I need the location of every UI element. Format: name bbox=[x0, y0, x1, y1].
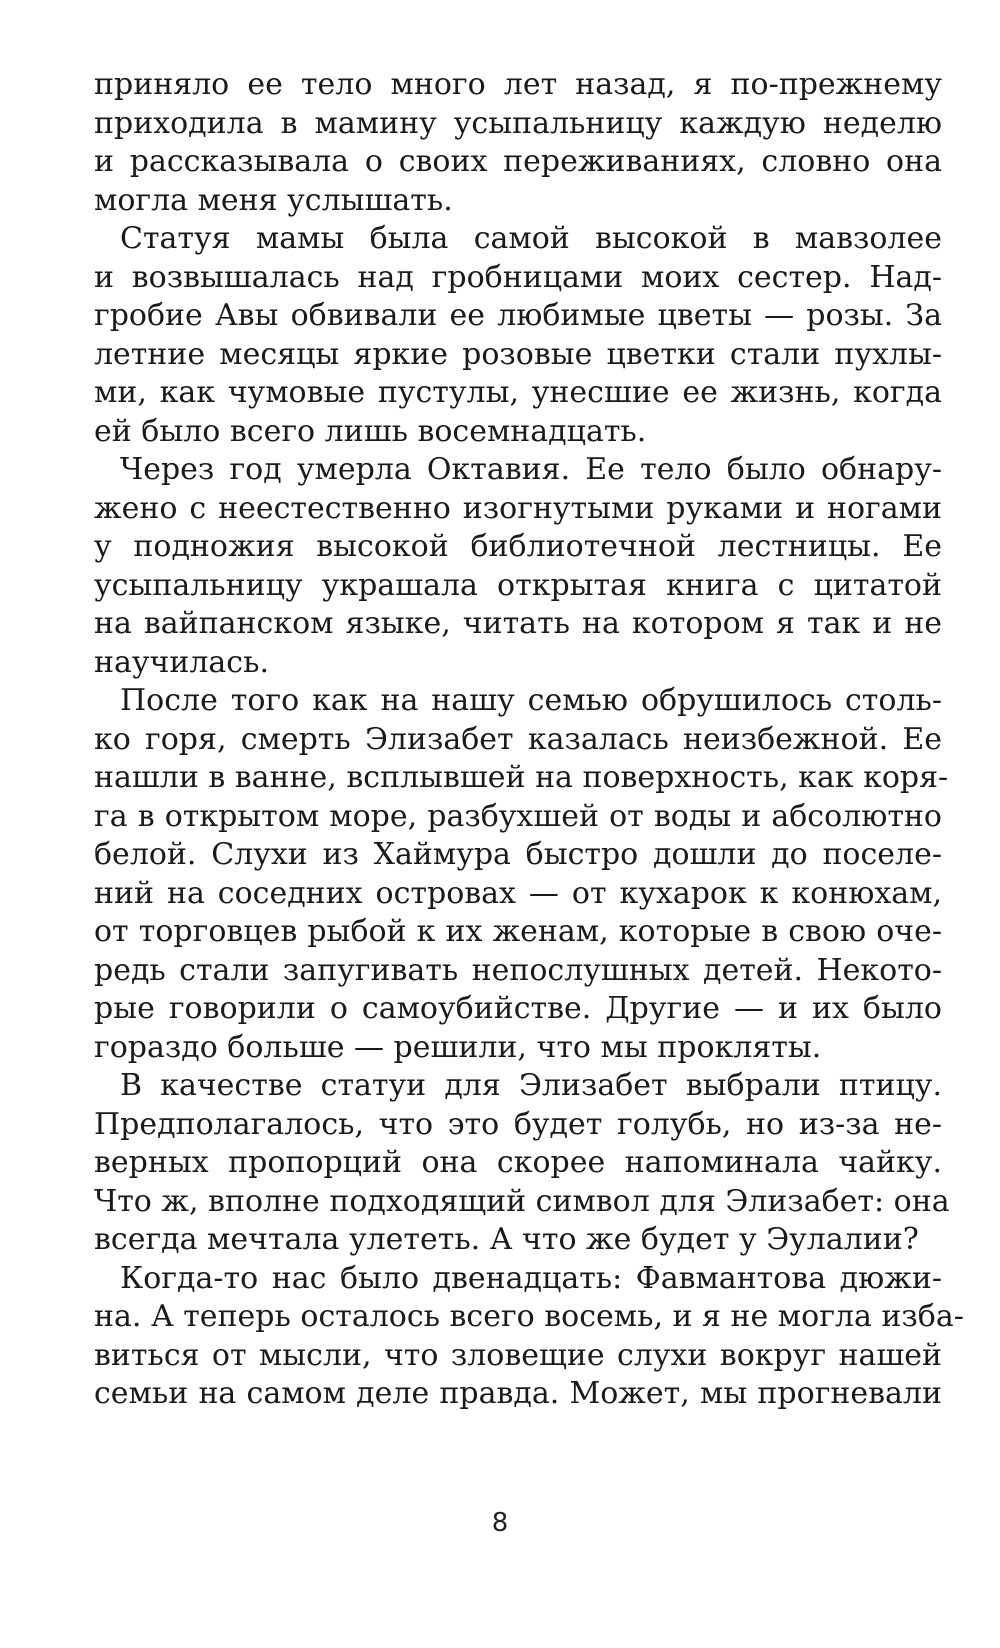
text-line: и возвышалась над гробницами моих сестер. Над- bbox=[94, 259, 942, 295]
text-line: Предполагалось, что это будет голубь, но из-за не- bbox=[94, 1106, 942, 1142]
text-line: могла меня услышать. bbox=[94, 182, 453, 218]
text-line: виться от мысли, что зловещие слухи вокруг нашей bbox=[94, 1337, 942, 1373]
text-line: летние месяцы яркие розовые цветки стали пухлы- bbox=[94, 336, 942, 372]
text-line: приходила в мамину усыпальницу каждую неделю bbox=[94, 105, 942, 141]
text-line: ми, как чумовые пустулы, унесшие ее жизнь, когда bbox=[94, 375, 942, 410]
text-line: всегда мечтала улететь. А что же будет у Эулалии? bbox=[94, 1222, 919, 1257]
text-line: гробие Авы обвивали ее любимые цветы — розы. За bbox=[94, 298, 942, 333]
text-line: на вайпанском языке, читать на котором я так и не bbox=[94, 606, 942, 641]
text-line: редь стали запугивать непослушных детей. Некото- bbox=[94, 952, 942, 988]
text-line: ний на соседних островах — от кухарок к конюхам, bbox=[94, 875, 942, 911]
text-line: усыпальницу украшала открытая книга с цитатой bbox=[94, 567, 942, 603]
text-line: от торговцев рыбой к их женам, которые в свою оче- bbox=[94, 914, 942, 949]
text-line: гораздо больше — решили, что мы прокляты. bbox=[94, 1029, 822, 1065]
text-line: га в открытом море, разбухшей от воды и абсолютно bbox=[94, 798, 942, 834]
body-text bbox=[94, 66, 964, 1414]
paragraph bbox=[94, 1260, 964, 1414]
paragraph bbox=[94, 451, 942, 682]
text-line: Статуя мамы была самой высокой в мавзолее bbox=[120, 221, 942, 256]
text-line: белой. Слухи из Хаймура быстро дошли до поселе- bbox=[94, 837, 942, 872]
text-line: семьи на самом деле правда. Может, мы прогневали bbox=[94, 1376, 942, 1411]
paragraph bbox=[94, 220, 942, 451]
paragraph bbox=[94, 66, 942, 220]
text-line: приняло ее тело много лет назад, я по-прежнему bbox=[94, 67, 942, 102]
page-number: 8 bbox=[491, 1508, 509, 1538]
text-line: Что ж, вполне подходящий символ для Элизабет: она bbox=[94, 1183, 950, 1219]
paragraph bbox=[94, 682, 949, 1067]
text-line: В качестве статуи для Элизабет выбрали птицу. bbox=[120, 1068, 942, 1103]
text-line: и рассказывала о своих переживаниях, словно она bbox=[94, 144, 942, 179]
text-line: нашли в ванне, всплывшей на поверхность, как коря- bbox=[94, 760, 949, 795]
text-line: ко горя, смерть Элизабет казалась неизбежной. Ее bbox=[94, 721, 942, 757]
text-line: Когда-то нас было двенадцать: Фавмантова дюжи- bbox=[120, 1260, 942, 1296]
text-line: Через год умерла Октавия. Ее тело было обнару- bbox=[120, 452, 942, 487]
paragraph bbox=[94, 1067, 950, 1260]
text-line: на. А теперь осталось всего восемь, и я не могла изба- bbox=[94, 1299, 964, 1334]
text-line: После того как на нашу семью обрушилось столь- bbox=[120, 683, 942, 718]
text-line: рые говорили о самоубийстве. Другие — и их было bbox=[94, 991, 942, 1026]
text-line: научилась. bbox=[94, 644, 269, 680]
text-line: ей было всего лишь восемнадцать. bbox=[94, 413, 647, 449]
text-line: жено с неестественно изогнутыми руками и ногами bbox=[94, 490, 942, 526]
text-line: верных пропорций она скорее напоминала чайку. bbox=[94, 1145, 942, 1180]
text-line: у подножия высокой библиотечной лестницы. Ее bbox=[94, 529, 942, 564]
